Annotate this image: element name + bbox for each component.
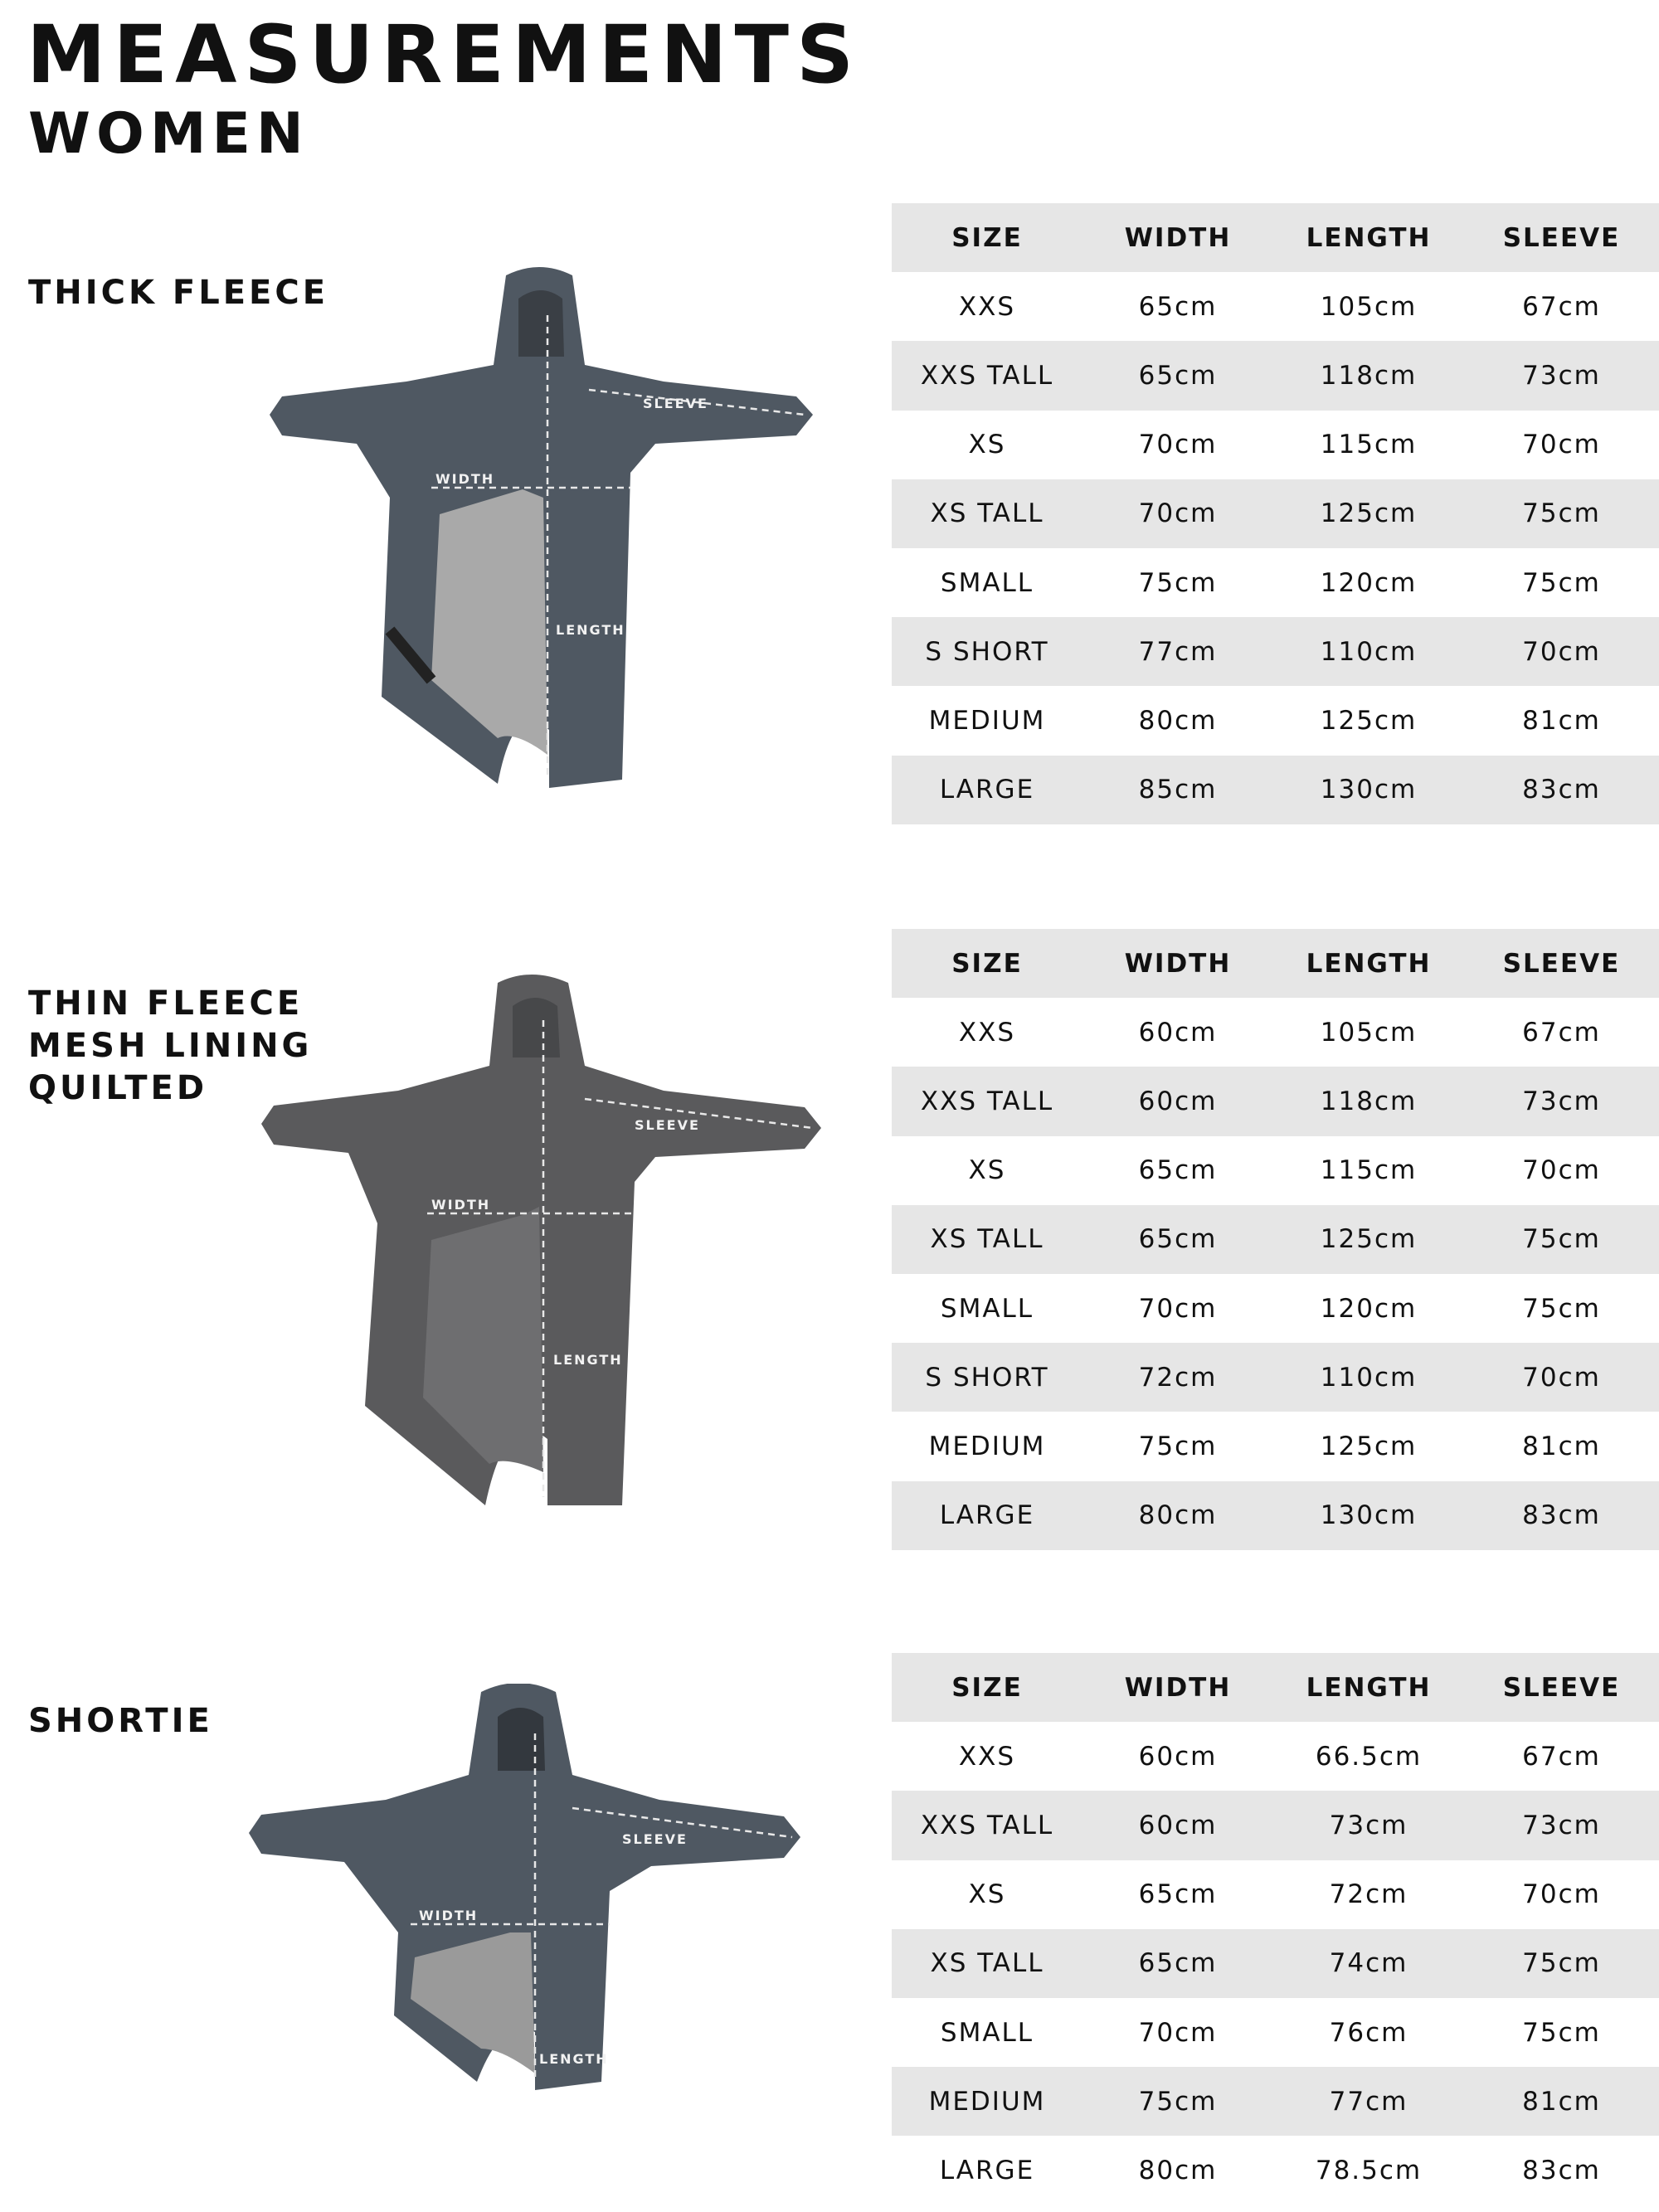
table-cell: 81cm xyxy=(1522,705,1601,736)
table-cell: 81cm xyxy=(1522,2086,1601,2117)
table-cell: 60cm xyxy=(1138,1086,1218,1116)
table-cell: 75cm xyxy=(1522,498,1601,529)
table-cell: 125cm xyxy=(1320,705,1418,736)
table-cell: 83cm xyxy=(1522,775,1601,805)
section-title-line: SHORTIE xyxy=(28,1702,213,1740)
table-cell: 60cm xyxy=(1138,1810,1218,1840)
table-cell: 85cm xyxy=(1138,775,1218,805)
table-cell: 80cm xyxy=(1138,2155,1218,2185)
table-cell: 105cm xyxy=(1320,1017,1418,1048)
table-row xyxy=(892,1998,1659,2067)
column-header: SIZE xyxy=(951,1672,1023,1703)
table-cell: 118cm xyxy=(1320,1086,1418,1116)
sleeve-label: SLEEVE xyxy=(622,1831,688,1847)
table-cell: XXS xyxy=(958,1017,1016,1048)
section-title-line: MESH LINING xyxy=(28,1027,313,1065)
table-cell: 73cm xyxy=(1522,1810,1601,1840)
table-cell: 66.5cm xyxy=(1315,1741,1423,1772)
width-label: WIDTH xyxy=(435,471,495,487)
table-cell: 70cm xyxy=(1138,498,1218,529)
length-label: LENGTH xyxy=(553,1352,623,1368)
table-row xyxy=(892,1929,1659,1998)
table-cell: 73cm xyxy=(1329,1810,1408,1840)
table-cell: 75cm xyxy=(1522,1293,1601,1324)
table-cell: XXS TALL xyxy=(920,1810,1054,1840)
table-cell: SMALL xyxy=(940,2017,1034,2048)
table-cell: 75cm xyxy=(1138,1431,1218,1461)
table-cell: 130cm xyxy=(1320,1500,1418,1531)
column-header: WIDTH xyxy=(1124,948,1232,979)
table-row xyxy=(892,1791,1659,1860)
table-cell: 80cm xyxy=(1138,1500,1218,1531)
table-cell: MEDIUM xyxy=(928,705,1046,736)
table-cell: SMALL xyxy=(940,567,1034,598)
table-cell: XS TALL xyxy=(930,1224,1044,1255)
column-header: WIDTH xyxy=(1124,222,1232,253)
section-title-line: THICK FLEECE xyxy=(28,274,329,312)
table-row xyxy=(892,686,1659,755)
table-cell: 75cm xyxy=(1138,567,1218,598)
table-cell: XXS TALL xyxy=(920,360,1054,391)
table-cell: XS xyxy=(968,430,1006,460)
table-cell: MEDIUM xyxy=(928,1431,1046,1461)
table-cell: 120cm xyxy=(1320,1293,1418,1324)
table-cell: 70cm xyxy=(1522,1362,1601,1393)
table-cell: 110cm xyxy=(1320,636,1418,667)
shortie-coat-image xyxy=(245,1684,817,2098)
table-row xyxy=(892,998,1659,1067)
table-cell: 75cm xyxy=(1522,2017,1601,2048)
table-cell: 73cm xyxy=(1522,1086,1601,1116)
table-row xyxy=(892,1412,1659,1480)
table-cell: 60cm xyxy=(1138,1017,1218,1048)
table-cell: 60cm xyxy=(1138,1741,1218,1772)
table-row xyxy=(892,1343,1659,1412)
table-row xyxy=(892,1860,1659,1929)
sleeve-label: SLEEVE xyxy=(643,396,708,411)
table-cell: 115cm xyxy=(1320,430,1418,460)
column-header: LENGTH xyxy=(1306,948,1432,979)
page-title: MEASUREMENTS xyxy=(27,8,862,101)
section-title xyxy=(28,1700,213,1743)
size-table xyxy=(892,929,1659,1550)
table-cell: 77cm xyxy=(1138,636,1218,667)
table-cell: 81cm xyxy=(1522,1431,1601,1461)
table-cell: XS xyxy=(968,1879,1006,1910)
table-cell: 74cm xyxy=(1329,1948,1408,1979)
length-label: LENGTH xyxy=(539,2051,609,2067)
table-cell: 120cm xyxy=(1320,567,1418,598)
section-title-line: THIN FLEECE xyxy=(28,984,304,1023)
table-row xyxy=(892,1481,1659,1550)
table-cell: 77cm xyxy=(1329,2086,1408,2117)
table-cell: 78.5cm xyxy=(1315,2155,1423,2185)
table-cell: 110cm xyxy=(1320,1362,1418,1393)
length-label: LENGTH xyxy=(556,622,625,638)
table-cell: LARGE xyxy=(939,1500,1035,1531)
table-cell: 125cm xyxy=(1320,1224,1418,1255)
table-cell: S SHORT xyxy=(925,1362,1049,1393)
table-row xyxy=(892,2067,1659,2136)
table-cell: 83cm xyxy=(1522,1500,1601,1531)
table-cell: 125cm xyxy=(1320,498,1418,529)
table-row xyxy=(892,1722,1659,1791)
table-cell: 75cm xyxy=(1138,2086,1218,2117)
table-cell: 65cm xyxy=(1138,1879,1218,1910)
table-header-row xyxy=(892,1653,1659,1722)
table-cell: 75cm xyxy=(1522,567,1601,598)
table-row xyxy=(892,1136,1659,1205)
table-cell: SMALL xyxy=(940,1293,1034,1324)
table-cell: 75cm xyxy=(1522,1948,1601,1979)
column-header: SIZE xyxy=(951,222,1023,253)
table-cell: 80cm xyxy=(1138,705,1218,736)
table-row xyxy=(892,756,1659,824)
table-cell: 65cm xyxy=(1138,360,1218,391)
table-cell: LARGE xyxy=(939,2155,1035,2185)
table-cell: MEDIUM xyxy=(928,2086,1046,2117)
table-cell: 67cm xyxy=(1522,1741,1601,1772)
table-cell: 125cm xyxy=(1320,1431,1418,1461)
table-cell: LARGE xyxy=(939,775,1035,805)
table-cell: XXS TALL xyxy=(920,1086,1054,1116)
table-cell: 65cm xyxy=(1138,291,1218,322)
width-label: WIDTH xyxy=(419,1908,479,1923)
table-row xyxy=(892,1067,1659,1135)
table-cell: XXS xyxy=(958,1741,1016,1772)
table-cell: 105cm xyxy=(1320,291,1418,322)
section-title-line: QUILTED xyxy=(28,1069,208,1107)
table-cell: 70cm xyxy=(1138,430,1218,460)
table-row xyxy=(892,2136,1659,2205)
table-cell: 72cm xyxy=(1138,1362,1218,1393)
column-header: LENGTH xyxy=(1306,1672,1432,1703)
column-header: LENGTH xyxy=(1306,222,1432,253)
sleeve-label: SLEEVE xyxy=(635,1117,700,1133)
column-header: SLEEVE xyxy=(1502,1672,1621,1703)
table-cell: XS TALL xyxy=(930,498,1044,529)
table-cell: 70cm xyxy=(1138,2017,1218,2048)
table-cell: S SHORT xyxy=(925,636,1049,667)
column-header: WIDTH xyxy=(1124,1672,1232,1703)
column-header: SLEEVE xyxy=(1502,948,1621,979)
table-row xyxy=(892,1274,1659,1343)
thin-fleece-coat-image xyxy=(257,975,830,1514)
table-cell: 70cm xyxy=(1522,1879,1601,1910)
table-cell: 76cm xyxy=(1329,2017,1408,2048)
table-cell: 70cm xyxy=(1522,1155,1601,1186)
table-cell: XS xyxy=(968,1155,1006,1186)
table-cell: 70cm xyxy=(1138,1293,1218,1324)
width-label: WIDTH xyxy=(431,1197,491,1213)
page-subtitle: WOMEN xyxy=(28,101,309,167)
table-cell: 67cm xyxy=(1522,291,1601,322)
table-cell: XS TALL xyxy=(930,1948,1044,1979)
table-cell: 70cm xyxy=(1522,636,1601,667)
table-row xyxy=(892,1205,1659,1274)
table-cell: 118cm xyxy=(1320,360,1418,391)
table-cell: 83cm xyxy=(1522,2155,1601,2185)
column-header: SLEEVE xyxy=(1502,222,1621,253)
column-header: SIZE xyxy=(951,948,1023,979)
table-cell: 130cm xyxy=(1320,775,1418,805)
table-cell: 70cm xyxy=(1522,430,1601,460)
table-cell: 73cm xyxy=(1522,360,1601,391)
table-cell: 115cm xyxy=(1320,1155,1418,1186)
table-header-row xyxy=(892,929,1659,998)
table-cell: 65cm xyxy=(1138,1155,1218,1186)
table-cell: 72cm xyxy=(1329,1879,1408,1910)
table-cell: XXS xyxy=(958,291,1016,322)
table-cell: 65cm xyxy=(1138,1948,1218,1979)
table-cell: 75cm xyxy=(1522,1224,1601,1255)
table-cell: 65cm xyxy=(1138,1224,1218,1255)
size-table xyxy=(892,1653,1659,2205)
table-cell: 67cm xyxy=(1522,1017,1601,1048)
